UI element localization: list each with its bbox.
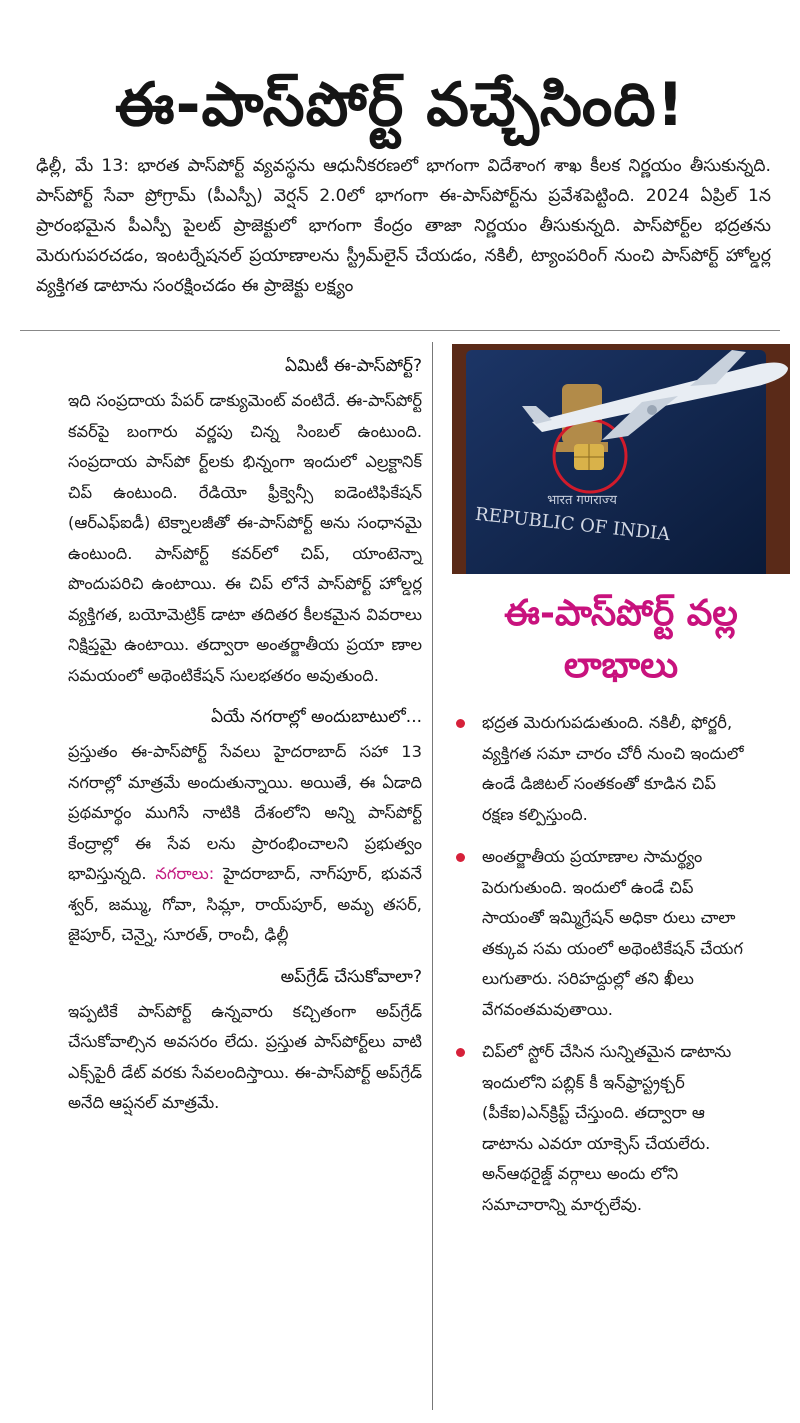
section-body-what-is: ఇది సంప్రదాయ పేపర్ డాక్యుమెంట్ వంటిదే. ఈ-పాస్‌పోర్ట్ కవర్‌పై బంగారు వర్ణపు చిన్న సింబల్ ఉంటుంది. సంప్రదాయ పాస్‌పో ర్ట్‌లకు భిన్నంగా ఇందులో ఎల్రక్టానిక్ చిప్ ఉంటుంది. రేడియో ఫ్రీక్వెన్సీ ఐడెంటిఫికేషన్ (ఆర్ఎఫ్ఐడీ) టెక్నాలజీతో ఈ-పాస్‌పోర్ట్ అను సంధానమై ఉంటుంది. పాస్‌పోర్ట్ కవర్‌లో చిప్, యాంటెన్నా పొందుపరిచి ఉంటాయి. ఈ చిప్ లోనే పాస్‌పోర్ట్ హోల్డర్ల వ్యక్తిగత, బయోమెట్రిక్ డాటా తదితర కీలకమైన వివరాలు నిక్షిప్తమై ఉంటాయి. తద్వారా అంతర్జాతీయ ప్రయా ణాల సమయంలో అథెంటికేషన్ సులభతరం అవుతుంది. <box>68 391 422 685</box>
section-heading-upgrade: అప్‌గ్రేడ్ చేసుకోవాలా? <box>280 966 422 987</box>
benefits-title: ఈ-పాస్‌పోర్ట్ వల్ల లాభాలు <box>504 593 738 686</box>
section-body-upgrade: ఇప్పటికే పాస్‌పోర్ట్ ఉన్నవారు కచ్చితంగా అప్‌గ్రేడ్ చేసుకోవాల్సిన అవసరం లేదు. ప్రస్తుత పాస్‌పోర్ట్‌లు వాటి ఎక్స్‌పైరీ డేట్ వరకు సేవలందిస్తాయి. ఈ-పాస్‌పోర్ట్ అప్‌గ్రేడ్ అనేది ఆప్షనల్ మాత్రమే. <box>68 1001 422 1112</box>
cities-intro: ప్రస్తుతం ఈ-పాస్‌పోర్ట్ సేవలు హైదరాబాద్ సహా 13 నగరాల్లో మాత్రమే అందుతున్నాయి. అయితే, ఈ ఏడాది ప్రథమార్థం ముగిసే నాటికి దేశంలోని అన్ని పాస్‌పోర్ట్ కేంద్రాల్లో ఈ సేవ లను ప్రారంభించాలని ప్రభుత్వం భావిస్తున్నది. <box>68 742 422 883</box>
benefit-item <box>452 842 752 1025</box>
benefits-list <box>452 708 752 1232</box>
horizontal-divider <box>20 330 780 331</box>
benefit-text: చిప్‌లో స్టోర్ చేసిన సున్నితమైన డాటాను ఇందులోని పబ్లిక్ కీ ఇన్‌ఫ్రాస్ట్రక్చర్ (పీకేఐ)ఎన్‌క్రిప్ట్ చేస్తుంది. తద్వారా ఆ డాటాను ఎవరూ యాక్సెస్ చేయలేరు. అన్‌ఆథరైజ్డ్ వర్గాలు అందు లోని సమాచారాన్ని మార్చలేవు. <box>482 1042 732 1214</box>
passport-photo <box>452 344 790 574</box>
left-column <box>30 352 422 1131</box>
lede-paragraph: ఢిల్లీ, మే 13: భారత పాస్‌పోర్ట్ వ్యవస్థను ఆధునీకరణలో భాగంగా విదేశాంగ శాఖ కీలక నిర్ణయం తీసుకున్నది. పాస్‌పోర్ట్ సేవా ప్రోగ్రామ్ (పీఎస్పీ) వెర్షన్ 2.0లో భాగంగా ఈ-పాస్‌పోర్ట్‌ను ప్రవేశపెట్టింది. 2024 ఏప్రిల్ 1న ప్రారంభమైన పీఎస్పీ పైలట్ ప్రాజెక్టులో భాగంగా కేంద్రం తాజా నిర్ణయం తీసుకున్నది. పాస్‌పోర్ట్‌ల భద్రతను మెరుగుపరచడం, ఇంటర్నేషనల్ ప్రయాణాలను స్ట్రీమ్‌లైన్ చేయడం, నకిలీ, ట్యాంపరింగ్ నుంచి పాస్‌పోర్ట్ హోల్డర్ల వ్యక్తిగత డాటాను సంరక్షించడం ఈ ప్రాజెక్టు లక్ష్యం <box>36 156 771 297</box>
bullet-icon <box>456 1048 465 1057</box>
bullet-icon <box>456 853 465 862</box>
column-divider <box>432 342 433 1410</box>
bullet-icon <box>456 719 465 728</box>
section-heading-cities: ఏయే నగరాల్లో అందుబాటులో... <box>210 707 422 727</box>
section-heading-what-is: ఏమిటీ ఈ-పాస్‌పోర్ట్? <box>285 356 422 376</box>
chip-icon <box>574 444 604 470</box>
benefit-text: అంతర్జాతీయ ప్రయాణాల సామర్థ్యం పెరుగుతుంది. ఇందులో ఉండే చిప్ సాయంతో ఇమ్మిగ్రేషన్ అధికా రులు చాలా తక్కువ సమ యంలో అథెంటికేషన్ చేయగ లుగుతారు. సరిహద్దుల్లో తని ఖీలు వేగవంతమవుతాయి. <box>482 847 743 1019</box>
benefit-item <box>452 708 752 830</box>
section-body-cities <box>30 737 422 951</box>
cities-label: నగరాలు: <box>155 864 215 883</box>
benefit-item <box>452 1037 752 1220</box>
cities-list: హైదరాబాద్, నాగ్‌పూర్, భువనే శ్వర్, జమ్ము, గోవా, సిమ్లా, రాయ్‌పూర్, అమృ తసర్, జైపూర్, చెన్నై, సూరత్, రాంచీ, ఢిల్లీ <box>68 864 422 944</box>
cover-text: REPUBLIC OF INDIA <box>474 503 672 546</box>
headline: ఈ-పాస్‌పోర్ట్ వచ్చేసింది! <box>114 70 685 141</box>
passport-illustration <box>452 344 790 574</box>
benefit-text: భద్రత మెరుగుపడుతుంది. నకిలీ, ఫోర్జరీ, వ్యక్తిగత సమా చారం చోరీ నుంచి ఇందులో ఉండే డిజిటల్ సంతకంతో కూడిన చిప్ రక్షణ కల్పిస్తుంది. <box>482 713 744 824</box>
emblem-text: भारत गणराज्य <box>547 493 617 508</box>
